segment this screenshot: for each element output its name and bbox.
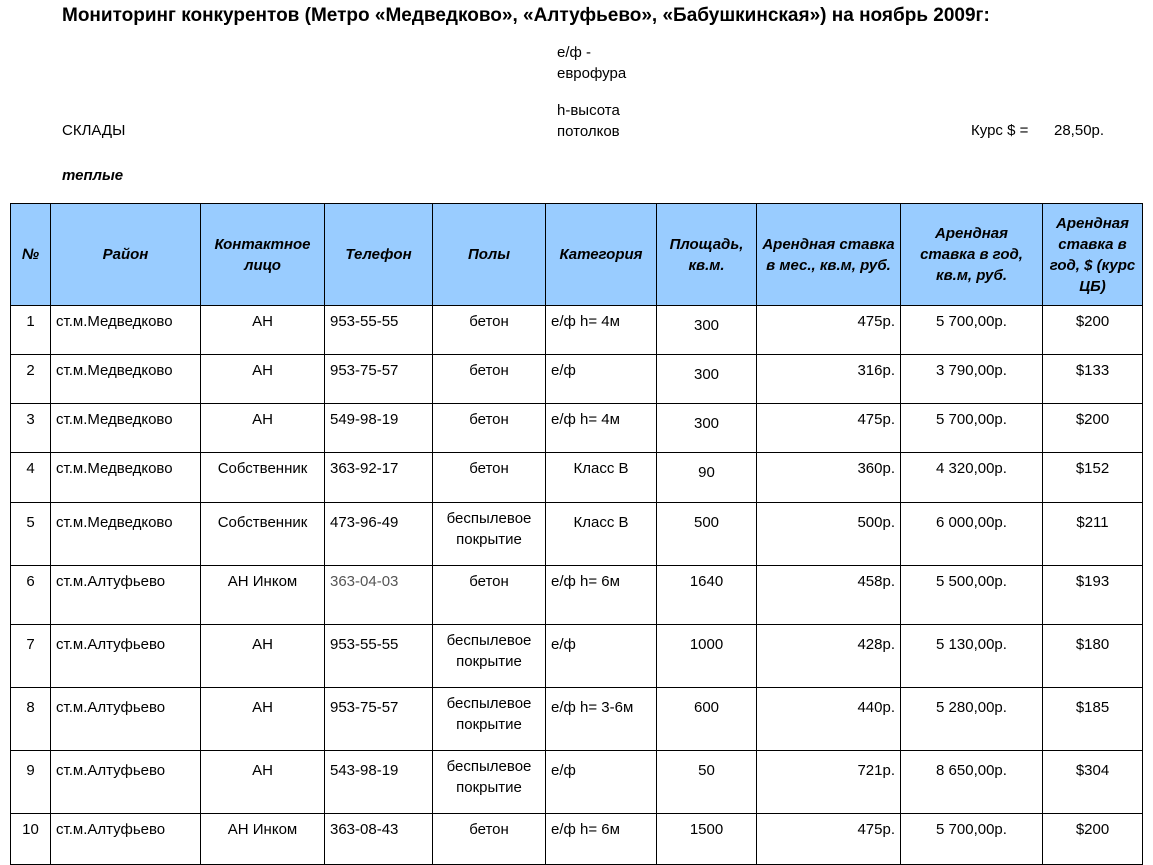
cell-floors: бетон — [433, 453, 546, 503]
cell-rate-year: 8 650,00р. — [901, 751, 1043, 814]
cell-contact: АН — [201, 625, 325, 688]
cell-contact: АН — [201, 306, 325, 355]
cell-category: е/ф h= 3-6м — [546, 688, 657, 751]
cell-rate-usd: $200 — [1043, 814, 1143, 865]
cell-rate-usd: $211 — [1043, 503, 1143, 566]
table-row — [11, 751, 1143, 814]
exchange-rate-label: Курс $ = — [971, 122, 1029, 139]
cell-floors: беспылевое покрытие — [433, 625, 546, 688]
cell-district: ст.м.Медведково — [51, 503, 201, 566]
cell-num: 10 — [11, 814, 51, 865]
cell-area: 300 — [657, 404, 757, 453]
page-title: Мониторинг конкурентов (Метро «Медведково», «Алтуфьево», «Бабушкинская») на ноябрь 2009г: — [62, 5, 990, 26]
cell-category: е/ф h= 6м — [546, 566, 657, 625]
cell-district: ст.м.Алтуфьево — [51, 566, 201, 625]
header-contact: Контактное лицо — [201, 204, 325, 306]
legend-eurotruck — [557, 42, 626, 84]
cell-contact: АН — [201, 751, 325, 814]
cell-num: 2 — [11, 355, 51, 404]
cell-contact: АН — [201, 404, 325, 453]
legend-line: потолков — [557, 123, 620, 140]
cell-category: е/ф — [546, 625, 657, 688]
table-row — [11, 306, 1143, 355]
cell-rate-year: 5 700,00р. — [901, 814, 1043, 865]
cell-rate-year: 5 700,00р. — [901, 404, 1043, 453]
cell-area: 500 — [657, 503, 757, 566]
cell-phone: 953-75-57 — [325, 355, 433, 404]
legend-line: е/ф - — [557, 44, 592, 61]
table-row — [11, 404, 1143, 453]
cell-phone: 543-98-19 — [325, 751, 433, 814]
cell-rate-usd: $185 — [1043, 688, 1143, 751]
legend-line: h-высота — [557, 102, 620, 119]
cell-rate-year: 4 320,00р. — [901, 453, 1043, 503]
cell-phone: 953-75-57 — [325, 688, 433, 751]
cell-phone: 363-04-03 — [325, 566, 433, 625]
header-district: Район — [51, 204, 201, 306]
header-rate-month: Арендная ставка в мес., кв.м, руб. — [757, 204, 901, 306]
header-rate-usd: Арендная ставка в год, $ (курс ЦБ) — [1043, 204, 1143, 306]
cell-category: Класс В — [546, 453, 657, 503]
cell-district: ст.м.Медведково — [51, 306, 201, 355]
table-row — [11, 688, 1143, 751]
subsection-label: теплые — [62, 167, 124, 184]
table-row — [11, 566, 1143, 625]
cell-category: е/ф h= 4м — [546, 404, 657, 453]
cell-district: ст.м.Алтуфьево — [51, 751, 201, 814]
cell-floors: бетон — [433, 355, 546, 404]
cell-area: 50 — [657, 751, 757, 814]
cell-category: Класс В — [546, 503, 657, 566]
cell-rate-month: 475р. — [757, 404, 901, 453]
header-floors: Полы — [433, 204, 546, 306]
cell-num: 4 — [11, 453, 51, 503]
cell-area: 300 — [657, 306, 757, 355]
legend-line: еврофура — [557, 65, 627, 82]
cell-contact: АН Инком — [201, 814, 325, 865]
cell-phone: 953-55-55 — [325, 625, 433, 688]
header-phone: Телефон — [325, 204, 433, 306]
legend-height — [557, 100, 620, 142]
cell-area: 300 — [657, 355, 757, 404]
cell-floors: беспылевое покрытие — [433, 688, 546, 751]
cell-phone: 473-96-49 — [325, 503, 433, 566]
cell-rate-year: 5 130,00р. — [901, 625, 1043, 688]
cell-phone: 953-55-55 — [325, 306, 433, 355]
cell-rate-month: 458р. — [757, 566, 901, 625]
cell-num: 8 — [11, 688, 51, 751]
cell-contact: АН Инком — [201, 566, 325, 625]
cell-contact: АН — [201, 688, 325, 751]
exchange-rate-value: 28,50р. — [1054, 122, 1105, 139]
cell-district: ст.м.Алтуфьево — [51, 625, 201, 688]
cell-floors: бетон — [433, 404, 546, 453]
cell-area: 600 — [657, 688, 757, 751]
table-row — [11, 625, 1143, 688]
cell-contact: АН — [201, 355, 325, 404]
header-num: № — [11, 204, 51, 306]
cell-rate-usd: $180 — [1043, 625, 1143, 688]
section-label: СКЛАДЫ — [62, 122, 126, 139]
cell-rate-year: 3 790,00р. — [901, 355, 1043, 404]
cell-floors: беспылевое покрытие — [433, 751, 546, 814]
cell-rate-month: 475р. — [757, 306, 901, 355]
cell-rate-month: 428р. — [757, 625, 901, 688]
cell-rate-year: 5 700,00р. — [901, 306, 1043, 355]
cell-num: 7 — [11, 625, 51, 688]
cell-num: 6 — [11, 566, 51, 625]
cell-rate-month: 440р. — [757, 688, 901, 751]
cell-category: е/ф h= 4м — [546, 306, 657, 355]
cell-area: 90 — [657, 453, 757, 503]
table-header-row — [11, 204, 1143, 306]
cell-floors: бетон — [433, 306, 546, 355]
cell-rate-usd: $200 — [1043, 306, 1143, 355]
cell-num: 3 — [11, 404, 51, 453]
cell-category: е/ф — [546, 355, 657, 404]
cell-phone: 363-08-43 — [325, 814, 433, 865]
cell-rate-usd: $200 — [1043, 404, 1143, 453]
cell-category: е/ф h= 6м — [546, 814, 657, 865]
cell-area: 1500 — [657, 814, 757, 865]
cell-rate-month: 316р. — [757, 355, 901, 404]
cell-district: ст.м.Алтуфьево — [51, 814, 201, 865]
cell-floors: бетон — [433, 566, 546, 625]
cell-rate-usd: $152 — [1043, 453, 1143, 503]
header-area: Площадь, кв.м. — [657, 204, 757, 306]
cell-rate-usd: $133 — [1043, 355, 1143, 404]
cell-floors: бетон — [433, 814, 546, 865]
cell-rate-usd: $304 — [1043, 751, 1143, 814]
cell-rate-year: 5 500,00р. — [901, 566, 1043, 625]
cell-rate-month: 721р. — [757, 751, 901, 814]
table-row — [11, 453, 1143, 503]
cell-phone: 363-92-17 — [325, 453, 433, 503]
cell-rate-month: 500р. — [757, 503, 901, 566]
cell-area: 1000 — [657, 625, 757, 688]
cell-rate-usd: $193 — [1043, 566, 1143, 625]
cell-category: е/ф — [546, 751, 657, 814]
cell-num: 9 — [11, 751, 51, 814]
cell-num: 1 — [11, 306, 51, 355]
cell-rate-year: 5 280,00р. — [901, 688, 1043, 751]
table-row — [11, 814, 1143, 865]
cell-rate-month: 360р. — [757, 453, 901, 503]
cell-district: ст.м.Алтуфьево — [51, 688, 201, 751]
cell-district: ст.м.Медведково — [51, 355, 201, 404]
cell-district: ст.м.Медведково — [51, 453, 201, 503]
table-row — [11, 503, 1143, 566]
cell-phone: 549-98-19 — [325, 404, 433, 453]
header-rate-year: Арендная ставка в год, кв.м, руб. — [901, 204, 1043, 306]
cell-floors: беспылевое покрытие — [433, 503, 546, 566]
cell-rate-month: 475р. — [757, 814, 901, 865]
cell-num: 5 — [11, 503, 51, 566]
header-category: Категория — [546, 204, 657, 306]
cell-district: ст.м.Медведково — [51, 404, 201, 453]
cell-area: 1640 — [657, 566, 757, 625]
table-row — [11, 355, 1143, 404]
cell-contact: Собственник — [201, 453, 325, 503]
competitors-table — [10, 203, 1143, 865]
cell-contact: Собственник — [201, 503, 325, 566]
cell-rate-year: 6 000,00р. — [901, 503, 1043, 566]
